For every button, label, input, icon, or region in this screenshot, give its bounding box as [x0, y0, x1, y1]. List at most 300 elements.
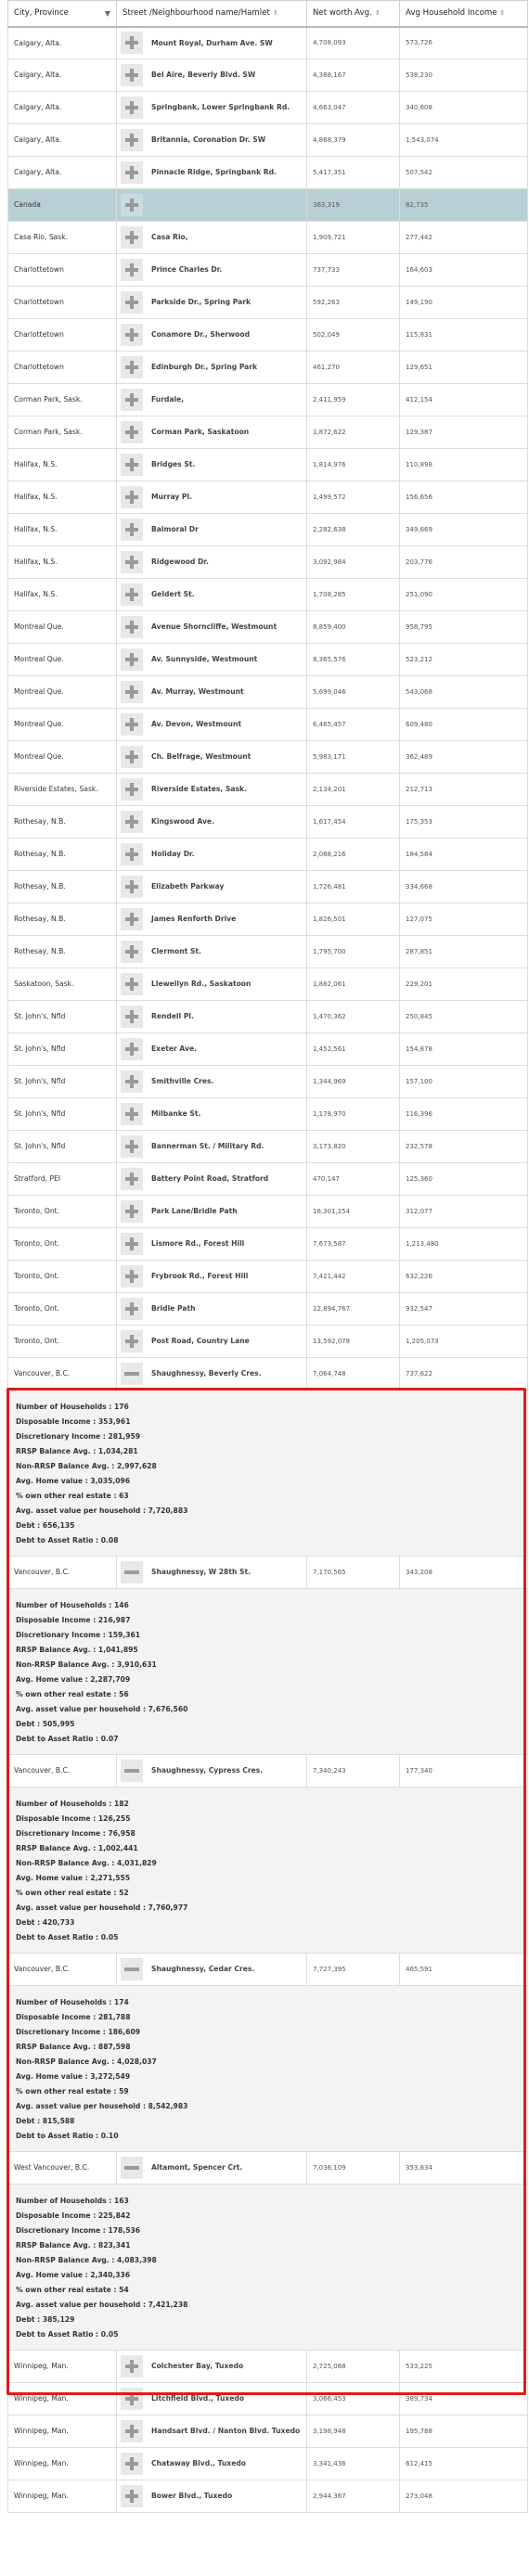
street-cell-content: [121, 1006, 301, 1028]
cell-city: Halifax, N.S.: [8, 481, 117, 514]
cell-networth: 7,340,243: [307, 1755, 400, 1788]
table-row[interactable]: [8, 1033, 528, 1066]
cell-income: 212,713: [400, 774, 528, 806]
street-name: Bel Aire, Beverly Blvd. SW: [151, 70, 256, 80]
street-cell-content: [121, 973, 301, 995]
cell-city: Calgary, Alta.: [8, 124, 117, 157]
header-networth[interactable]: [307, 1, 400, 27]
expand-row-icon[interactable]: [121, 843, 143, 865]
expand-row-icon[interactable]: [121, 1038, 143, 1060]
table-row[interactable]: [8, 806, 528, 839]
cell-city: Halifax, N.S.: [8, 449, 117, 481]
expand-row-icon[interactable]: [121, 1168, 143, 1190]
row-detail-panel: [8, 2185, 528, 2351]
header-networth-label: Net worth Avg.: [313, 8, 372, 19]
cell-street: [117, 2416, 307, 2448]
cell-city: Vancouver, B.C.: [8, 1954, 117, 1986]
table-row[interactable]: [8, 481, 528, 514]
street-name: Mount Royal, Durham Ave. SW: [151, 38, 273, 47]
expand-row-icon[interactable]: [121, 1233, 143, 1255]
table-row[interactable]: [8, 287, 528, 319]
street-cell-content: [121, 64, 301, 86]
table-row[interactable]: [8, 1557, 528, 1589]
collapse-row-icon[interactable]: [121, 1760, 143, 1782]
cell-city: Canada: [8, 189, 117, 222]
street-name: Av. Murray, Westmount: [151, 687, 244, 697]
cell-networth: 2,411,959: [307, 384, 400, 417]
detail-line: % own other real estate : 59: [16, 2087, 129, 2095]
cell-street: [117, 1001, 307, 1033]
street-cell-content: [121, 713, 301, 736]
street-name: Colchester Bay, Tuxedo: [151, 2362, 244, 2371]
cell-city: Rothesay, N.B.: [8, 806, 117, 839]
table-row[interactable]: [8, 92, 528, 124]
expand-row-icon[interactable]: [121, 96, 143, 119]
detail-line: Disposable Income : 126,255: [16, 1814, 131, 1823]
detail-line: Number of Households : 182: [16, 1800, 129, 1808]
cell-city: Rothesay, N.B.: [8, 871, 117, 904]
cell-networth: 737,733: [307, 254, 400, 287]
table-row[interactable]: [8, 611, 528, 644]
street-cell-content: [121, 291, 301, 314]
table-row[interactable]: [8, 1098, 528, 1131]
street-cell-content: [121, 811, 301, 833]
cell-networth: 470,147: [307, 1163, 400, 1196]
cell-income: 362,489: [400, 741, 528, 774]
expand-row-icon[interactable]: [121, 941, 143, 963]
expand-row-icon[interactable]: [121, 746, 143, 768]
sort-icon[interactable]: ⇕: [374, 9, 381, 18]
table-row[interactable]: [8, 1954, 528, 1986]
table-row[interactable]: [8, 59, 528, 92]
cell-income: 343,208: [400, 1557, 528, 1589]
expand-row-icon[interactable]: [121, 616, 143, 638]
expand-row-icon[interactable]: [121, 356, 143, 378]
cell-income: 232,578: [400, 1131, 528, 1163]
cell-income: 412,154: [400, 384, 528, 417]
street-name: Balmoral Dr: [151, 525, 199, 534]
collapse-row-icon[interactable]: [121, 2157, 143, 2179]
detail-line: Discretionary Income : 281,959: [16, 1432, 141, 1441]
data-table: [7, 0, 528, 2513]
expand-row-icon[interactable]: [121, 519, 143, 541]
expand-row-icon[interactable]: [121, 1265, 143, 1288]
cell-street: [117, 2152, 307, 2185]
street-name: Llewellyn Rd., Saskatoon: [151, 980, 252, 989]
cell-income: 573,726: [400, 27, 528, 59]
street-cell-content: [121, 1958, 301, 1980]
cell-street: [117, 871, 307, 904]
table-row[interactable]: [8, 449, 528, 481]
cell-street: [117, 189, 307, 222]
expand-row-icon[interactable]: [121, 486, 143, 508]
table-row[interactable]: [8, 676, 528, 709]
cell-networth: 8,859,400: [307, 611, 400, 644]
cell-income: 277,442: [400, 222, 528, 254]
cell-city: Rothesay, N.B.: [8, 936, 117, 968]
detail-line: Non-RRSP Balance Avg. : 4,031,829: [16, 1859, 157, 1867]
table-row[interactable]: [8, 709, 528, 741]
expand-row-icon[interactable]: [121, 973, 143, 995]
expand-row-icon[interactable]: [121, 291, 143, 314]
cell-street: [117, 287, 307, 319]
cell-networth: 5,417,351: [307, 157, 400, 189]
expand-row-icon[interactable]: [121, 324, 143, 346]
detail-line: % own other real estate : 56: [16, 1690, 129, 1698]
sort-icon[interactable]: ⇕: [499, 9, 506, 18]
table-row[interactable]: [8, 254, 528, 287]
cell-networth: 2,282,638: [307, 514, 400, 546]
row-detail-panel: [8, 1589, 528, 1755]
cell-city: Corman Park, Sask.: [8, 417, 117, 449]
cell-city: Montreal Que.: [8, 611, 117, 644]
street-name: Edinburgh Dr., Spring Park: [151, 363, 258, 372]
detail-line: Avg. asset value per household : 8,542,983: [16, 2102, 188, 2110]
table-row[interactable]: [8, 2152, 528, 2185]
street-name: Bridle Path: [151, 1304, 196, 1314]
table-row[interactable]: [8, 1131, 528, 1163]
expand-row-icon[interactable]: [121, 713, 143, 736]
cell-city: Casa Rio, Sask.: [8, 222, 117, 254]
table-row[interactable]: [8, 319, 528, 352]
cell-street: [117, 481, 307, 514]
detail-line: Discretionary Income : 159,361: [16, 1631, 141, 1639]
cell-income: 229,201: [400, 968, 528, 1001]
cell-street: [117, 2480, 307, 2513]
cell-street: [117, 514, 307, 546]
cell-income: 82,735: [400, 189, 528, 222]
street-cell-content: [121, 96, 301, 119]
expand-row-icon[interactable]: [121, 583, 143, 606]
detail-line: Number of Households : 146: [16, 1601, 129, 1609]
cell-networth: 1,617,454: [307, 806, 400, 839]
street-name: Clermont St.: [151, 947, 201, 956]
street-cell-content: [121, 1070, 301, 1093]
expand-row-icon[interactable]: [121, 259, 143, 281]
table-row[interactable]: [8, 1326, 528, 1358]
street-name: Geldert St.: [151, 590, 195, 599]
cell-city: St. John's, Nfld: [8, 1098, 117, 1131]
cell-income: 932,547: [400, 1293, 528, 1326]
header-income[interactable]: [400, 1, 528, 27]
table-row[interactable]: [8, 968, 528, 1001]
expand-row-icon[interactable]: [121, 1330, 143, 1352]
expand-row-icon[interactable]: [121, 1103, 143, 1125]
street-name: Lismore Rd., Forest Hill: [151, 1239, 245, 1249]
table-row[interactable]: [8, 189, 528, 222]
table-row[interactable]: [8, 222, 528, 254]
collapse-row-icon[interactable]: [121, 1958, 143, 1980]
table-row[interactable]: [8, 2383, 528, 2416]
table-row[interactable]: [8, 774, 528, 806]
street-name: Shaughnessy, Cedar Cres.: [151, 1965, 255, 1974]
detail-line: Debt to Asset Ratio : 0.05: [16, 2330, 119, 2339]
cell-city: Toronto, Ont.: [8, 1261, 117, 1293]
detail-line: Avg. asset value per household : 7,760,977: [16, 1903, 188, 1912]
cell-income: 110,898: [400, 449, 528, 481]
expand-row-icon[interactable]: [121, 908, 143, 930]
detail-line: Avg. asset value per household : 7,421,238: [16, 2300, 188, 2309]
table-row[interactable]: [8, 1196, 528, 1228]
cell-income: 353,634: [400, 2152, 528, 2185]
row-detail: [8, 1788, 528, 1954]
table-row[interactable]: [8, 741, 528, 774]
expand-row-icon[interactable]: [121, 648, 143, 671]
cell-networth: 4,388,167: [307, 59, 400, 92]
collapse-row-icon[interactable]: [121, 1363, 143, 1385]
expand-row-icon[interactable]: [121, 454, 143, 476]
table-row[interactable]: [8, 1228, 528, 1261]
cell-income: 195,788: [400, 2416, 528, 2448]
cell-networth: 592,263: [307, 287, 400, 319]
cell-income: 465,591: [400, 1954, 528, 1986]
table-row[interactable]: [8, 2480, 528, 2513]
cell-city: Montreal Que.: [8, 741, 117, 774]
table-row[interactable]: [8, 514, 528, 546]
cell-city: Winnipeg, Man.: [8, 2480, 117, 2513]
header-street-label: Street /Neighbourhood name/Hamlet: [123, 8, 270, 19]
cell-city: Halifax, N.S.: [8, 514, 117, 546]
detail-line: Debt : 420,733: [16, 1918, 75, 1927]
cell-income: 287,851: [400, 936, 528, 968]
cell-street: [117, 1557, 307, 1589]
cell-networth: 363,319: [307, 189, 400, 222]
detail-line: RRSP Balance Avg. : 1,034,281: [16, 1447, 138, 1455]
expand-row-icon[interactable]: [121, 551, 143, 573]
detail-line: RRSP Balance Avg. : 887,598: [16, 2043, 131, 2051]
street-name: Pinnacle Ridge, Springbank Rd.: [151, 168, 277, 177]
cell-income: 251,090: [400, 579, 528, 611]
table-row[interactable]: [8, 936, 528, 968]
detail-line: % own other real estate : 54: [16, 2286, 129, 2294]
cell-networth: 7,421,442: [307, 1261, 400, 1293]
cell-income: 507,542: [400, 157, 528, 189]
street-cell-content: [121, 648, 301, 671]
expand-row-icon[interactable]: [121, 2420, 143, 2442]
table-row[interactable]: [8, 546, 528, 579]
street-name: Bannerman St. / Military Rd.: [151, 1142, 264, 1151]
street-name: Altamont, Spencer Crt.: [151, 2163, 243, 2172]
expand-row-icon[interactable]: [121, 389, 143, 411]
expand-row-icon[interactable]: [121, 2388, 143, 2410]
street-cell-content: [121, 454, 301, 476]
detail-line: RRSP Balance Avg. : 1,041,895: [16, 1646, 138, 1654]
cell-street: [117, 709, 307, 741]
cell-street: [117, 611, 307, 644]
cell-city: Vancouver, B.C.: [8, 1755, 117, 1788]
cell-city: St. John's, Nfld: [8, 1033, 117, 1066]
cell-networth: 12,894,767: [307, 1293, 400, 1326]
cell-street: [117, 124, 307, 157]
detail-line: Non-RRSP Balance Avg. : 4,083,398: [16, 2256, 157, 2264]
street-cell-content: [121, 2388, 301, 2410]
expand-row-icon[interactable]: [121, 32, 143, 54]
header-city-label: City, Province: [14, 8, 69, 19]
table-row[interactable]: [8, 1358, 528, 1391]
cell-networth: 3,173,820: [307, 1131, 400, 1163]
street-name: Battery Point Road, Stratford: [151, 1174, 269, 1184]
street-cell-content: [121, 2157, 301, 2179]
cell-income: 538,230: [400, 59, 528, 92]
cell-income: 164,603: [400, 254, 528, 287]
table-row[interactable]: [8, 417, 528, 449]
cell-city: Saskatoon, Sask.: [8, 968, 117, 1001]
table-row[interactable]: [8, 352, 528, 384]
detail-line: RRSP Balance Avg. : 1,002,441: [16, 1844, 138, 1852]
cell-street: [117, 222, 307, 254]
expand-row-icon[interactable]: [121, 778, 143, 801]
street-cell-content: [121, 1233, 301, 1255]
street-cell-content: [121, 519, 301, 541]
cell-networth: 3,198,948: [307, 2416, 400, 2448]
street-name: Corman Park, Saskatoon: [151, 428, 250, 437]
cell-city: Vancouver, B.C.: [8, 1557, 117, 1589]
cell-street: [117, 1131, 307, 1163]
street-cell-content: [121, 908, 301, 930]
table-row[interactable]: [8, 1163, 528, 1196]
table-row[interactable]: [8, 384, 528, 417]
table-row[interactable]: [8, 871, 528, 904]
cell-city: St. John's, Nfld: [8, 1131, 117, 1163]
cell-networth: 1,178,970: [307, 1098, 400, 1131]
table-row[interactable]: [8, 644, 528, 676]
street-name: Park Lane/Bridle Path: [151, 1207, 238, 1216]
table-row[interactable]: [8, 2351, 528, 2383]
cell-city: Toronto, Ont.: [8, 1196, 117, 1228]
table-row[interactable]: [8, 1755, 528, 1788]
table-row[interactable]: [8, 124, 528, 157]
table-row[interactable]: [8, 904, 528, 936]
cell-networth: 13,592,078: [307, 1326, 400, 1358]
cell-street: [117, 1066, 307, 1098]
cell-networth: 4,663,047: [307, 92, 400, 124]
cell-income: 129,387: [400, 417, 528, 449]
detail-line: Debt : 505,995: [16, 1720, 75, 1728]
cell-income: 127,075: [400, 904, 528, 936]
cell-city: Corman Park, Sask.: [8, 384, 117, 417]
cell-street: [117, 546, 307, 579]
cell-city: Halifax, N.S.: [8, 579, 117, 611]
street-cell-content: [121, 161, 301, 184]
table-row[interactable]: [8, 1293, 528, 1326]
cell-city: Montreal Que.: [8, 644, 117, 676]
cell-networth: 1,344,969: [307, 1066, 400, 1098]
cell-income: 175,353: [400, 806, 528, 839]
expand-row-icon[interactable]: [121, 1298, 143, 1320]
street-cell-content: [121, 1561, 301, 1583]
expand-row-icon[interactable]: [121, 64, 143, 86]
cell-income: 125,360: [400, 1163, 528, 1196]
table-row[interactable]: [8, 579, 528, 611]
cell-networth: 1,814,976: [307, 449, 400, 481]
cell-city: Stratford, PEI: [8, 1163, 117, 1196]
expand-row-icon[interactable]: [121, 1200, 143, 1223]
dropdown-caret-icon[interactable]: ▼: [104, 8, 110, 18]
header-street[interactable]: [117, 1, 307, 27]
detail-line: Non-RRSP Balance Avg. : 2,997,628: [16, 1462, 157, 1470]
cell-networth: 2,944,367: [307, 2480, 400, 2513]
cell-city: Winnipeg, Man.: [8, 2383, 117, 2416]
detail-line: Non-RRSP Balance Avg. : 4,028,037: [16, 2057, 157, 2066]
expand-row-icon[interactable]: [121, 194, 143, 216]
street-name: Conamore Dr., Sherwood: [151, 330, 251, 340]
expand-row-icon[interactable]: [121, 129, 143, 151]
cell-networth: 8,365,576: [307, 644, 400, 676]
cell-city: Winnipeg, Man.: [8, 2416, 117, 2448]
cell-income: 523,212: [400, 644, 528, 676]
street-cell-content: [121, 1330, 301, 1352]
cell-networth: 16,301,254: [307, 1196, 400, 1228]
cell-street: [117, 1261, 307, 1293]
cell-street: [117, 806, 307, 839]
cell-income: 533,225: [400, 2351, 528, 2383]
street-name: Milbanke St.: [151, 1109, 201, 1119]
cell-networth: 5,699,046: [307, 676, 400, 709]
collapse-row-icon[interactable]: [121, 1561, 143, 1583]
expand-row-icon[interactable]: [121, 2485, 143, 2507]
detail-line: Debt to Asset Ratio : 0.10: [16, 2132, 119, 2140]
expand-row-icon[interactable]: [121, 1135, 143, 1158]
street-cell-content: [121, 1200, 301, 1223]
expand-row-icon[interactable]: [121, 2355, 143, 2377]
cell-networth: 7,036,109: [307, 2152, 400, 2185]
cell-income: 612,415: [400, 2448, 528, 2480]
table-row[interactable]: [8, 2448, 528, 2480]
expand-row-icon[interactable]: [121, 226, 143, 249]
table-row[interactable]: [8, 157, 528, 189]
cell-city: West Vancouver, B.C.: [8, 2152, 117, 2185]
cell-street: [117, 1326, 307, 1358]
cell-street: [117, 352, 307, 384]
header-city[interactable]: [8, 1, 117, 27]
expand-row-icon[interactable]: [121, 2453, 143, 2475]
row-detail: [8, 1391, 528, 1557]
expand-row-icon[interactable]: [121, 1006, 143, 1028]
table-row[interactable]: [8, 1001, 528, 1033]
table-row[interactable]: [8, 27, 528, 59]
cell-networth: 1,909,721: [307, 222, 400, 254]
expand-row-icon[interactable]: [121, 811, 143, 833]
sort-icon[interactable]: ⇕: [272, 9, 278, 18]
street-name: Ch. Belfrage, Westmount: [151, 752, 252, 762]
expand-row-icon[interactable]: [121, 876, 143, 898]
table-row[interactable]: [8, 1261, 528, 1293]
table-row[interactable]: [8, 839, 528, 871]
cell-networth: 7,064,748: [307, 1358, 400, 1391]
table-row[interactable]: [8, 2416, 528, 2448]
expand-row-icon[interactable]: [121, 681, 143, 703]
cell-networth: 3,066,453: [307, 2383, 400, 2416]
cell-income: 1,205,073: [400, 1326, 528, 1358]
cell-city: Rothesay, N.B.: [8, 904, 117, 936]
expand-row-icon[interactable]: [121, 421, 143, 443]
street-name: Chataway Blvd., Tuxedo: [151, 2459, 246, 2468]
expand-row-icon[interactable]: [121, 1070, 143, 1093]
cell-city: Charlottetown: [8, 287, 117, 319]
detail-line: Number of Households : 174: [16, 1998, 129, 2006]
street-cell-content: [121, 2420, 301, 2442]
cell-street: [117, 904, 307, 936]
detail-line: Avg. Home value : 3,035,096: [16, 1477, 131, 1485]
expand-row-icon[interactable]: [121, 161, 143, 184]
street-cell-content: [121, 2453, 301, 2475]
street-name: Smithville Cres.: [151, 1077, 214, 1086]
cell-street: [117, 1033, 307, 1066]
table-row[interactable]: [8, 1066, 528, 1098]
cell-city: Montreal Que.: [8, 709, 117, 741]
cell-networth: 3,341,436: [307, 2448, 400, 2480]
street-cell-content: [121, 226, 301, 249]
